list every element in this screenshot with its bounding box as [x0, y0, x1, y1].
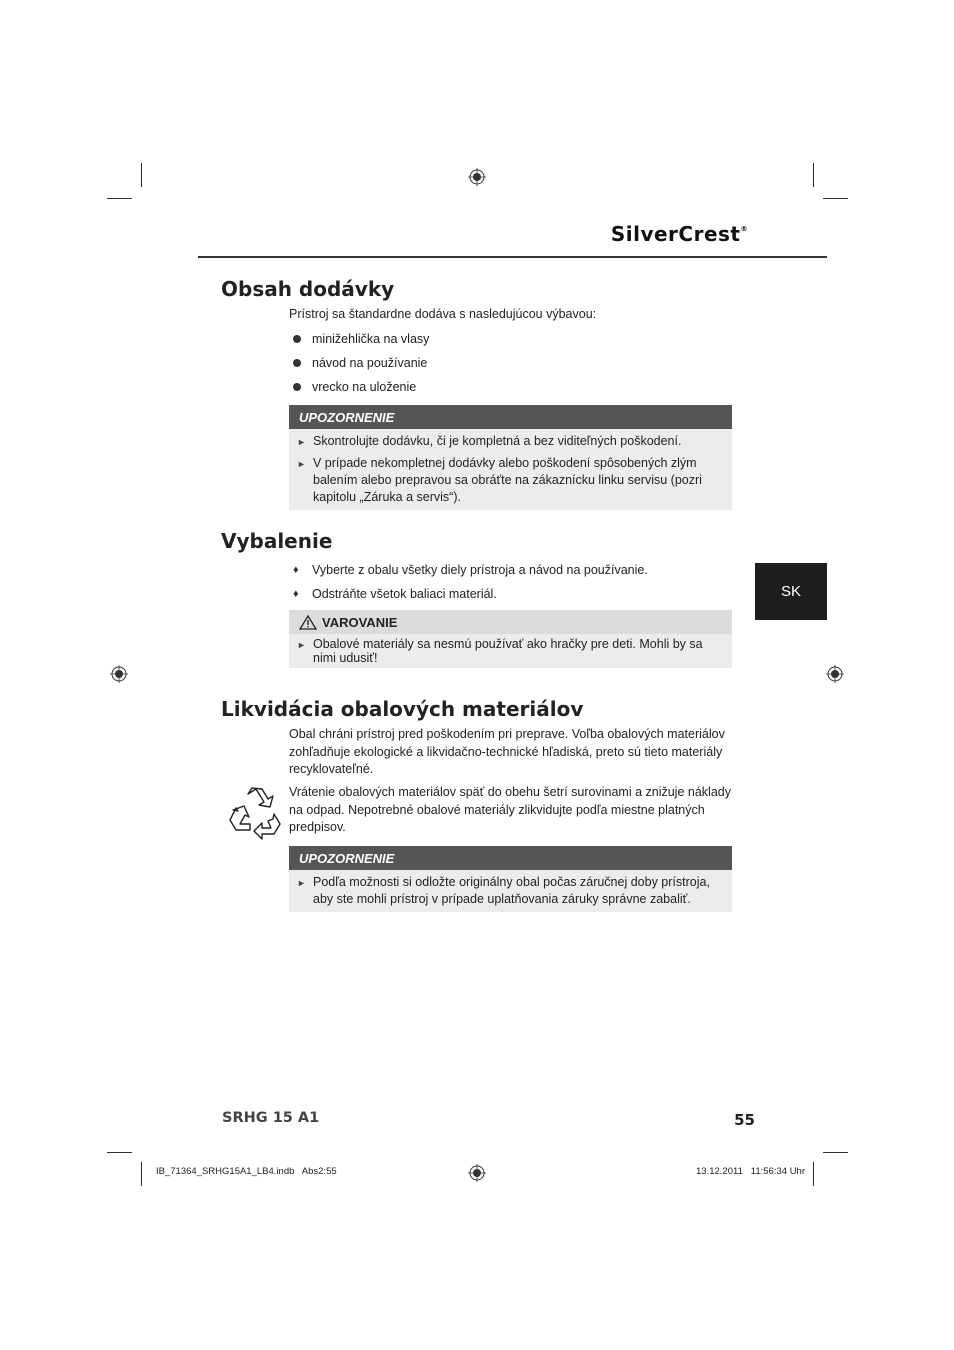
bullet-dot-icon — [293, 335, 301, 343]
diamond-bullet-icon: ♦ — [293, 588, 299, 600]
notice-item: ► Podľa možnosti si odložte originálny obal počas záručnej doby prístroja, aby ste mohli prístroj v prípade uplatňovania záruky správne zabaliť. — [297, 875, 710, 906]
list-item: vrecko na uloženie — [293, 379, 416, 395]
section-title-disposal: Likvidácia obalových materiálov — [221, 697, 584, 721]
brand-logo: SilverCrest® — [610, 222, 748, 246]
disposal-paragraph: Obal chráni prístroj pred poškodením pri preprave. Voľba obalových materiálov zohľadňuje ekologické a likvidačno-technické hľadiská, preto sú tieto materiály recyklovateľné. — [289, 727, 725, 776]
delivery-intro: Prístroj sa štandardne dodáva s nasledujúcou výbavou: — [289, 307, 597, 321]
notice-box — [289, 405, 732, 510]
crop-mark — [107, 1152, 132, 1153]
crop-mark — [141, 1162, 142, 1186]
crop-mark — [813, 1162, 814, 1186]
registration-mark-icon — [468, 1164, 486, 1182]
slug-timestamp: 13.12.2011 11:56:34 Uhr — [696, 1166, 805, 1177]
list-item: ♦ Vyberte z obalu všetky diely prístroja a návod na používanie. — [293, 563, 648, 577]
crop-mark — [813, 163, 814, 187]
recycle-icon — [226, 786, 284, 842]
crop-mark — [823, 1152, 848, 1153]
diamond-bullet-icon: ♦ — [293, 564, 299, 576]
footer-model: SRHG 15 A1 — [222, 1110, 320, 1126]
arrow-right-icon: ► — [297, 437, 306, 447]
list-item: ♦ Odstráňte všetok baliaci materiál. — [293, 587, 497, 601]
list-item: minižehlička na vlasy — [293, 331, 429, 347]
crop-mark — [823, 198, 848, 199]
arrow-right-icon: ► — [297, 640, 306, 650]
list-item: návod na používanie — [293, 355, 427, 371]
notice-box — [289, 846, 732, 912]
language-tab: SK — [755, 563, 827, 620]
warning-item: ► Obalové materiály sa nesmú používať ako hračky pre deti. Mohli by sa nimi udusiť! — [297, 637, 703, 665]
notice-heading: UPOZORNENIE — [289, 846, 732, 870]
bullet-dot-icon — [293, 383, 301, 391]
arrow-right-icon: ► — [297, 459, 306, 469]
bullet-dot-icon — [293, 359, 301, 367]
registration-mark-icon — [468, 168, 486, 186]
section-title-unpacking: Vybalenie — [221, 529, 333, 553]
header-rule — [198, 256, 827, 258]
warning-heading: VAROVANIE — [289, 610, 732, 634]
notice-item: ► Skontrolujte dodávku, či je kompletná a bez viditeľných poškodení. — [297, 433, 722, 451]
warning-triangle-icon — [299, 615, 317, 630]
section-title-delivery: Obsah dodávky — [221, 277, 395, 301]
disposal-paragraph: Vrátenie obalových materiálov späť do obehu šetrí surovinami a znižuje náklady na odpad. Nepotrebné obalové materiály zlikvidujte podľa miestne platných predpisov. — [289, 785, 731, 834]
registration-mark-icon — [826, 665, 844, 683]
crop-mark — [141, 163, 142, 187]
notice-item: ► V prípade nekompletnej dodávky alebo poškodení spôsobených zlým balením alebo prepravou sa obráťte na zákaznícku linku servisu (pozri kapitolu „Záruka a servis“). — [297, 456, 702, 504]
page-number: 55 — [734, 1111, 755, 1129]
arrow-right-icon: ► — [297, 878, 306, 888]
slug-filename: IB_71364_SRHG15A1_LB4.indb Abs2:55 — [156, 1166, 337, 1177]
warning-box — [289, 610, 732, 668]
crop-mark — [107, 198, 132, 199]
registration-mark-icon — [110, 665, 128, 683]
notice-heading: UPOZORNENIE — [289, 405, 732, 429]
